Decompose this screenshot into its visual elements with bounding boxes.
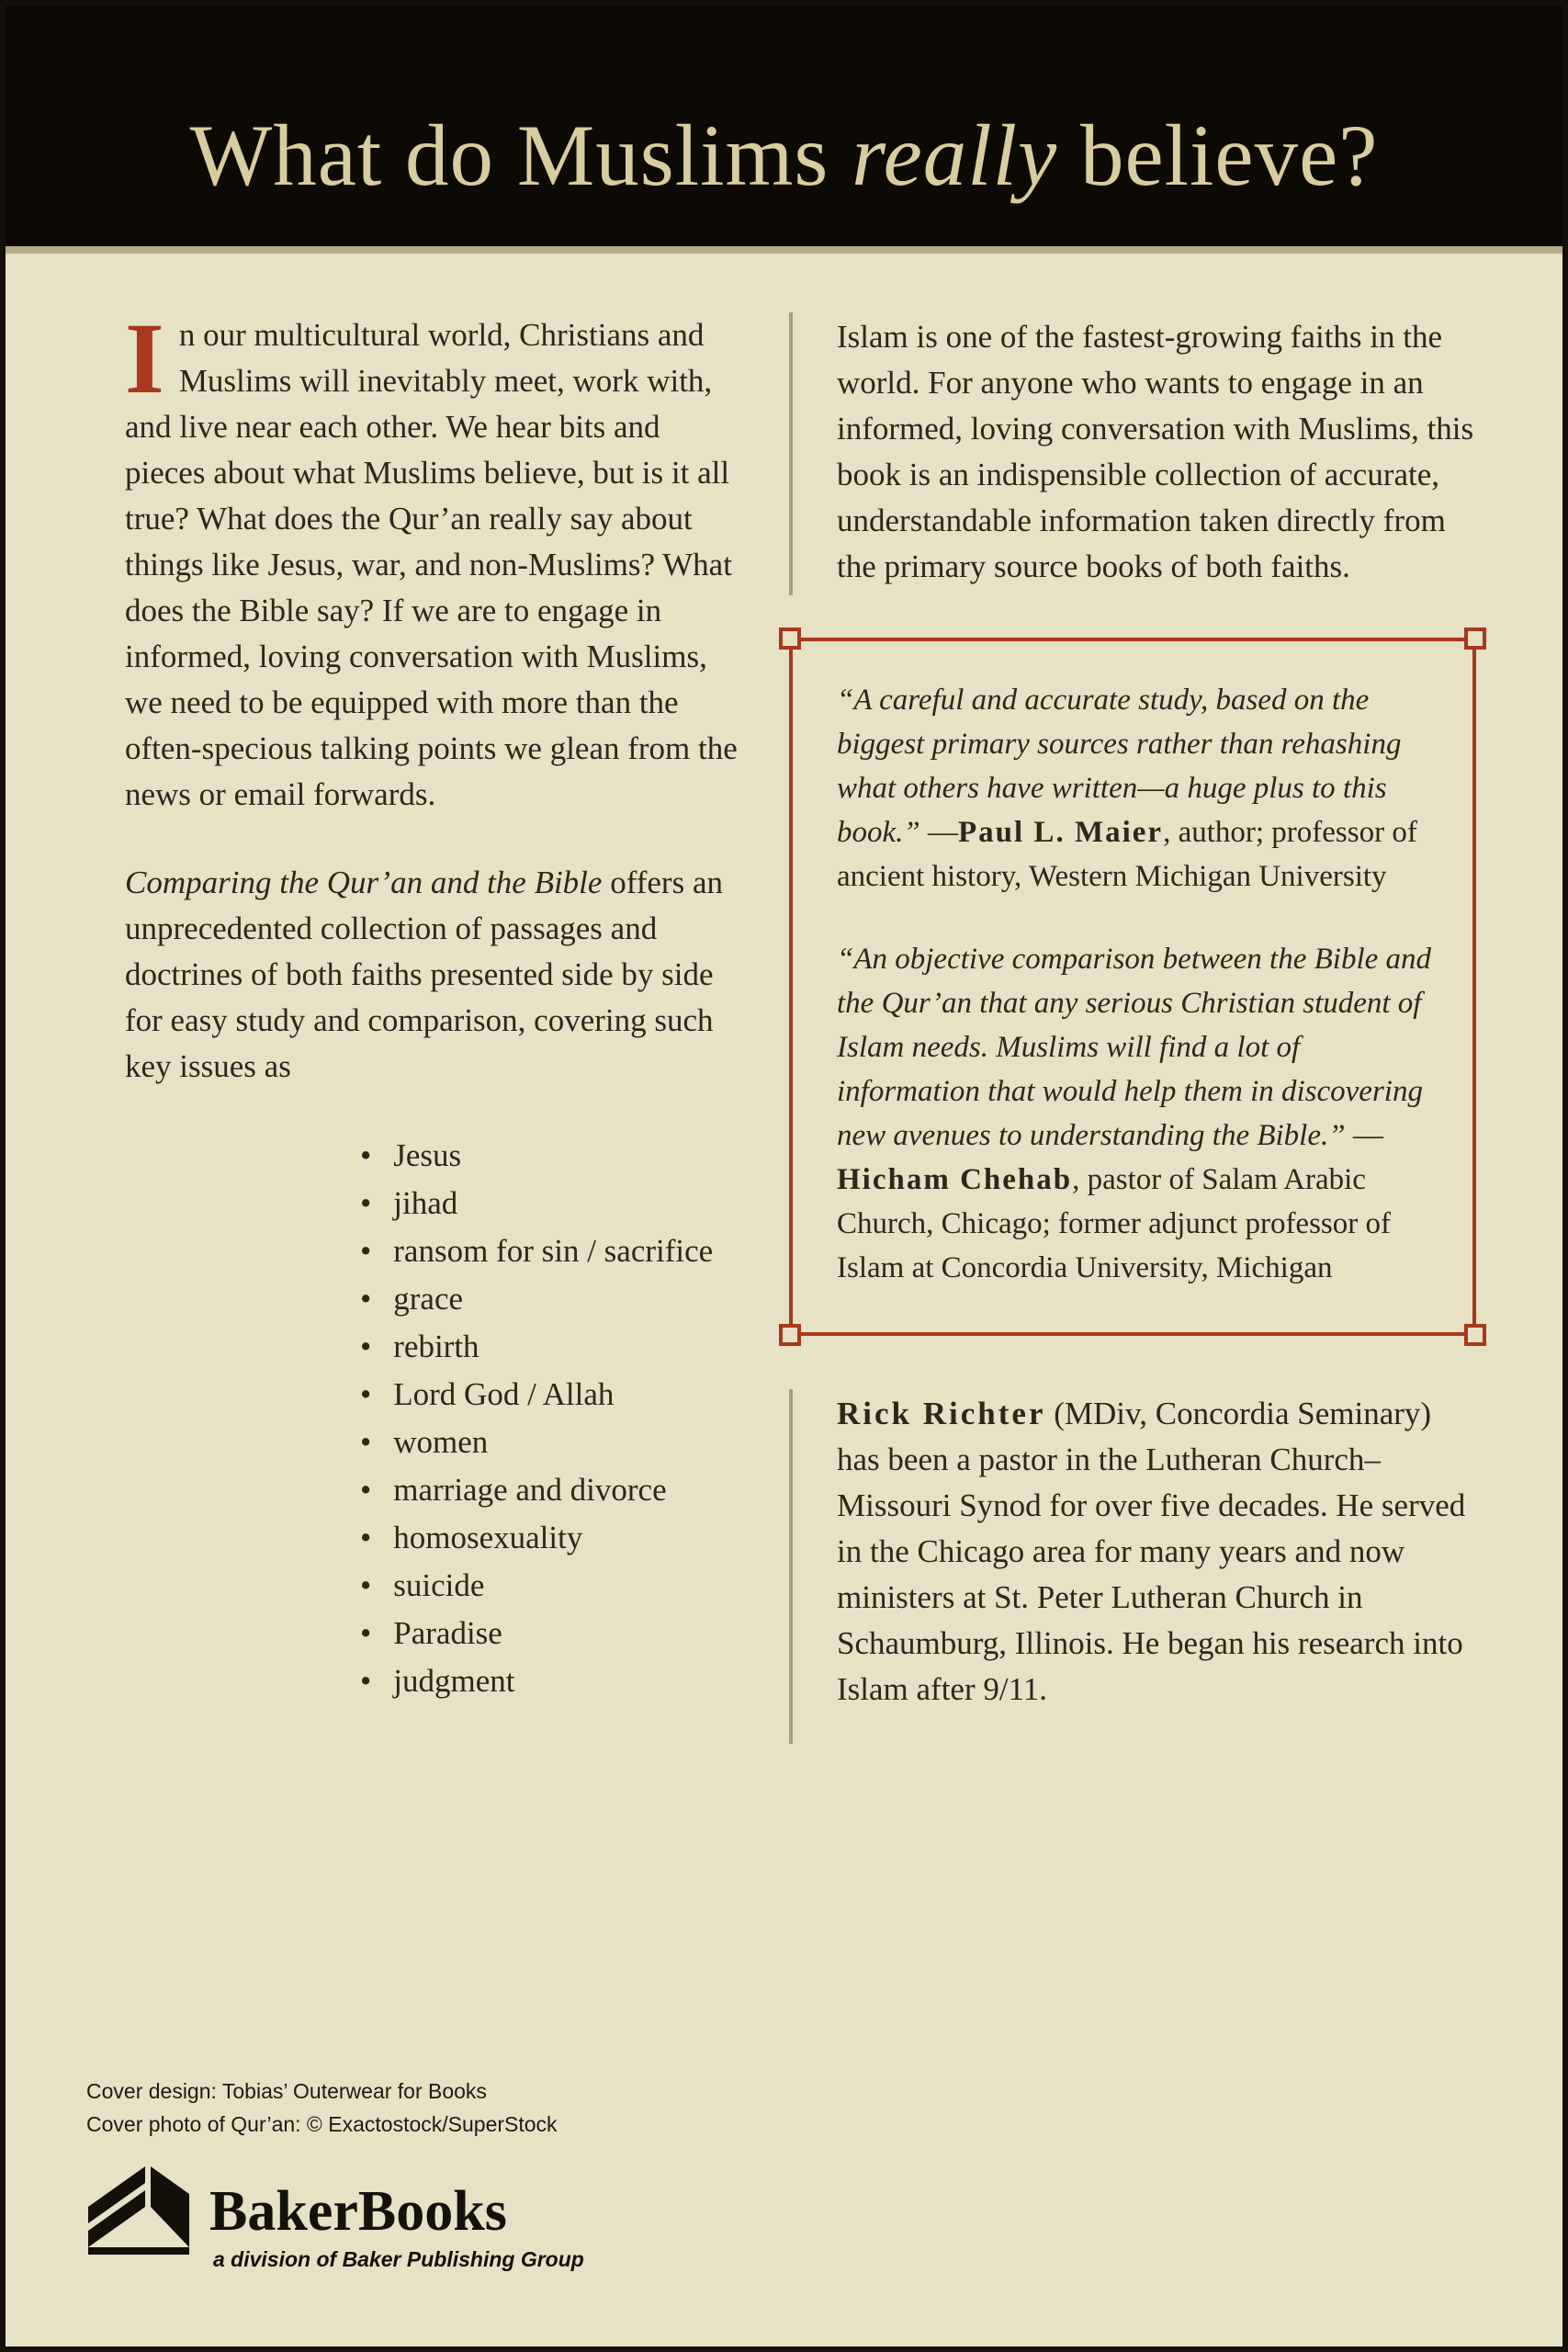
publisher-blurb-text: Islam is one of the fastest-growing faiths in the world. For anyone who wants to engage in an informed, loving conversation with Muslims, this book is an indispensible collection of accurate, understandable information taken directly from the primary source books of both faiths. xyxy=(837,319,1474,584)
book-title: Comparing the Qur’an and the Bible xyxy=(125,865,603,900)
list-item xyxy=(125,1275,739,1323)
publisher-tagline: a division of Baker Publishing Group xyxy=(213,2247,584,2271)
endorsement-1 xyxy=(837,678,1432,899)
list-item xyxy=(125,1323,739,1371)
drop-cap: I xyxy=(125,302,164,414)
endorser-1-name: Paul L. Maier xyxy=(958,816,1164,849)
title-text: What do Muslims xyxy=(189,107,852,204)
list-item-label: jihad xyxy=(393,1185,458,1221)
endorser-2-name: Hicham Chehab xyxy=(837,1163,1073,1196)
list-item-label: Lord God / Allah xyxy=(393,1376,615,1412)
list-item xyxy=(125,1514,739,1562)
author-name: Rick Richter xyxy=(837,1396,1046,1431)
author-bio xyxy=(789,1389,1476,1744)
endorsement-1-text: “A careful and accurate study, based on the biggest primary sources rather than rehashing what others have written—a huge plus to this book.” xyxy=(837,684,1402,849)
cover-design-credit: Cover design: Tobias’ Outerwear for Books xyxy=(86,2079,487,2103)
intro-paragraph-text: n our multicultural world, Christians and Muslims will inevitably meet, work with, and live near each other. We hear bits and pieces about what Muslims believe, but is it all true? What does the Qur’an really say about things like Jesus, war, and non-Muslims? What does the Bible say? If we are to engage in informed, loving conversation with Muslims, we need to be equipped with more than the often-specious talking points we glean from the news or email forwards. xyxy=(125,317,738,812)
list-item xyxy=(125,1227,739,1275)
page-title xyxy=(190,105,1379,206)
left-column xyxy=(125,302,739,1705)
endorsement-2-text: “An objective comparison between the Bible and the Qur’an that any serious Christian student of Islam needs. Muslims will find a lot of information that would help them in discovering new avenues to understanding the Bible.” xyxy=(837,943,1432,1152)
list-item-label: Jesus xyxy=(393,1137,462,1173)
attribution-dash: — xyxy=(1352,1119,1383,1152)
publisher-blurb xyxy=(789,312,1476,595)
endorser-1-title: , author; professor of ancient history, Western Michigan University xyxy=(837,816,1417,893)
list-item xyxy=(125,1371,739,1419)
cover-credits xyxy=(86,2075,558,2141)
cover-photo-credit: Cover photo of Qur’an: © Exactostock/SuperStock xyxy=(86,2112,558,2136)
list-item xyxy=(125,1562,739,1610)
header-band xyxy=(6,6,1562,246)
list-item xyxy=(125,1466,739,1514)
corner-ornament-icon xyxy=(779,628,801,650)
list-item xyxy=(125,1610,739,1657)
list-item-label: suicide xyxy=(393,1567,485,1603)
intro-paragraph xyxy=(125,302,739,818)
bakerbooks-logo-icon xyxy=(83,2159,193,2255)
list-item-label: women xyxy=(393,1424,489,1460)
endorsement-2 xyxy=(837,937,1432,1290)
list-item xyxy=(125,1419,739,1466)
author-bio-text: (MDiv, Concordia Seminary) has been a pastor in the Lutheran Church–Missouri Synod for over five decades. He served in the Chicago area for many years and now ministers at St. Peter Lutheran Church in Schaumburg, Illinois. He began his research into Islam after 9/11. xyxy=(837,1396,1466,1707)
list-item-label: marriage and divorce xyxy=(393,1472,667,1508)
header-divider xyxy=(6,246,1562,254)
publisher-name: BakerBooks xyxy=(209,2180,507,2243)
author-bio-paragraph xyxy=(837,1391,1476,1713)
endorsements-box xyxy=(789,638,1476,1336)
list-item-label: grace xyxy=(393,1281,464,1317)
endorser-2-title: , pastor of Salam Arabic Church, Chicago; former adjunct professor of Islam at Concordia University, Michigan xyxy=(837,1163,1391,1284)
right-column xyxy=(789,312,1476,1744)
book-description-text: offers an unprecedented collection of passages and doctrines of both faiths presented side by side for easy study and comparison, covering such key issues as xyxy=(125,865,723,1084)
publisher-logo-text-group xyxy=(209,2159,584,2272)
corner-ornament-icon xyxy=(1464,628,1486,650)
list-item xyxy=(125,1132,739,1180)
corner-ornament-icon xyxy=(1464,1324,1486,1346)
list-item-label: rebirth xyxy=(393,1329,479,1364)
corner-ornament-icon xyxy=(779,1324,801,1346)
list-item xyxy=(125,1180,739,1227)
publisher-logo xyxy=(83,2159,584,2272)
title-text-end: believe? xyxy=(1057,107,1379,204)
list-item-label: Paradise xyxy=(393,1615,502,1651)
list-item-label: homosexuality xyxy=(393,1520,583,1555)
key-issues-list xyxy=(125,1132,739,1705)
title-emphasis: really xyxy=(852,107,1058,204)
attribution-dash: — xyxy=(928,816,958,849)
list-item-label: ransom for sin / sacrifice xyxy=(393,1233,714,1269)
book-description-paragraph xyxy=(125,860,739,1090)
list-item-label: judgment xyxy=(393,1663,515,1699)
list-item xyxy=(125,1657,739,1705)
